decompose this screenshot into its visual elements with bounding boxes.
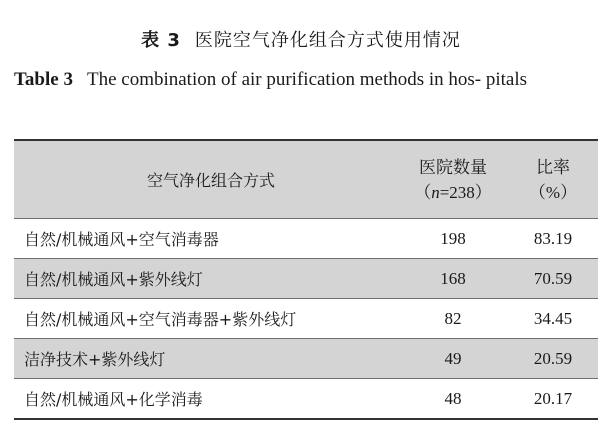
cell-ratio: 70.59 (533, 268, 573, 288)
table-number-cn: 表 3 (141, 30, 181, 51)
header-ratio (508, 140, 598, 219)
cell-ratio: 20.59 (533, 348, 573, 368)
cell-count: 48 (444, 388, 462, 408)
header-count-label: 医院数量 (419, 157, 487, 177)
table-caption-cn (0, 26, 602, 52)
table-row (14, 299, 598, 339)
cell-ratio: 20.17 (533, 388, 573, 408)
cell-method: 自然/机械通风+空气消毒器+紫外线灯 (24, 310, 297, 329)
table-title-cn: 医院空气净化组合方式使用情况 (194, 30, 461, 51)
cell-ratio: 83.19 (533, 228, 573, 248)
table-row (14, 259, 598, 299)
header-ratio-sub: （%） (528, 182, 578, 202)
table-row (14, 379, 598, 420)
table-number-en: Table 3 (14, 69, 73, 90)
cell-count: 49 (444, 348, 462, 368)
cell-method: 自然/机械通风+紫外线灯 (24, 270, 203, 289)
header-ratio-label: 比率 (536, 157, 570, 177)
cell-method: 自然/机械通风+化学消毒 (24, 390, 203, 409)
cell-count: 198 (440, 228, 466, 248)
cell-count: 82 (444, 308, 462, 328)
header-count (398, 140, 508, 219)
table-header-row (14, 140, 598, 219)
table-row (14, 339, 598, 379)
data-table (14, 139, 598, 420)
header-count-sub: （n=238） (414, 182, 492, 202)
cell-method: 自然/机械通风+空气消毒器 (24, 230, 219, 249)
table-title-en: The combination of air purification methods in hos- pitals (86, 69, 528, 90)
cell-count: 168 (440, 268, 466, 288)
table-caption-en (14, 62, 588, 97)
cell-ratio: 34.45 (533, 308, 573, 328)
cell-method: 洁净技术+紫外线灯 (24, 350, 166, 369)
header-method: 空气净化组合方式 (146, 171, 275, 190)
table-row (14, 219, 598, 259)
